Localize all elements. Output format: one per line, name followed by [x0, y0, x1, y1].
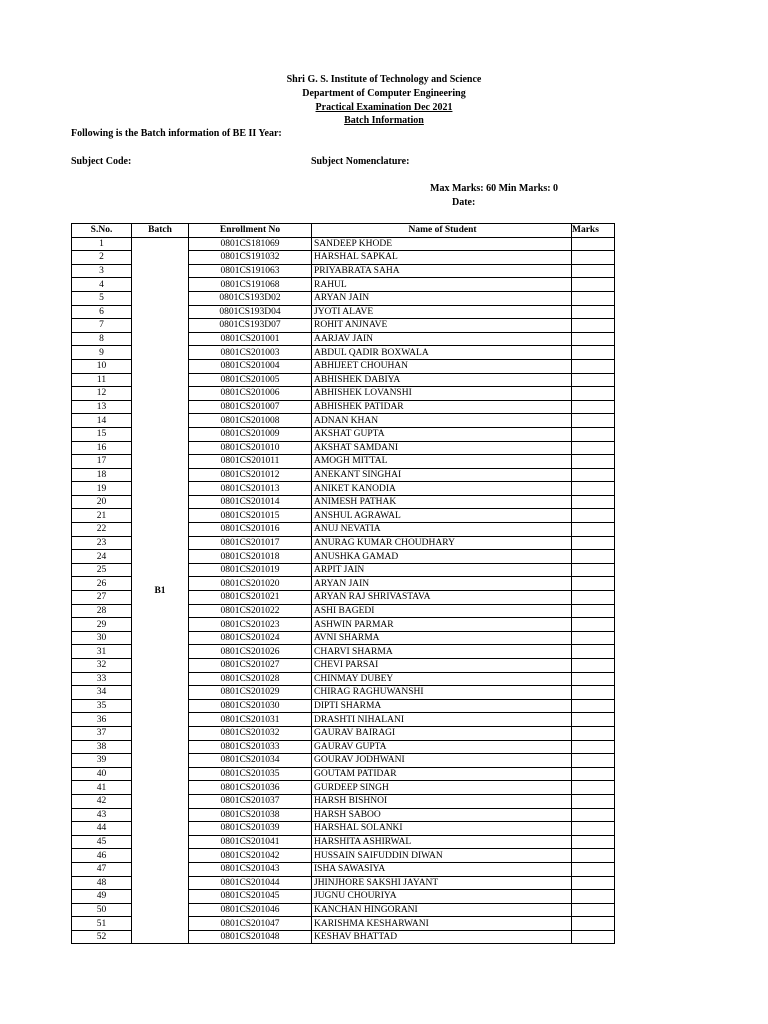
marks-cell[interactable]: [572, 862, 615, 876]
sno-cell: 11: [72, 373, 132, 387]
student-name-cell: AKSHAT GUPTA: [312, 427, 572, 441]
marks-cell[interactable]: [572, 291, 615, 305]
student-name-cell: ANUJ NEVATIA: [312, 523, 572, 537]
sno-cell: 17: [72, 455, 132, 469]
enrollment-cell: 0801CS201047: [189, 917, 312, 931]
enrollment-cell: 0801CS191063: [189, 264, 312, 278]
sno-cell: 19: [72, 482, 132, 496]
date-label: Date:: [452, 197, 476, 208]
marks-cell[interactable]: [572, 523, 615, 537]
student-name-cell: HARSH SABOO: [312, 808, 572, 822]
intro-text: Following is the Batch information of BE II Year:: [71, 128, 282, 139]
enrollment-cell: 0801CS201018: [189, 550, 312, 564]
marks-cell[interactable]: [572, 264, 615, 278]
student-name-cell: ABHISHEK PATIDAR: [312, 400, 572, 414]
sno-cell: 51: [72, 917, 132, 931]
student-name-cell: DIPTI SHARMA: [312, 699, 572, 713]
col-sno-header: S.No.: [72, 224, 132, 238]
enrollment-cell: 0801CS201019: [189, 563, 312, 577]
subject-nomenclature-label: Subject Nomenclature:: [311, 156, 410, 167]
sno-cell: 20: [72, 495, 132, 509]
sno-cell: 42: [72, 794, 132, 808]
sno-cell: 47: [72, 862, 132, 876]
max-min-marks: Max Marks: 60 Min Marks: 0: [430, 183, 559, 194]
student-name-cell: ABHIJEET CHOUHAN: [312, 359, 572, 373]
marks-cell[interactable]: [572, 876, 615, 890]
enrollment-cell: 0801CS201012: [189, 468, 312, 482]
sno-cell: 39: [72, 754, 132, 768]
enrollment-cell: 0801CS201046: [189, 903, 312, 917]
sno-cell: 4: [72, 278, 132, 292]
marks-cell[interactable]: [572, 536, 615, 550]
sno-cell: 36: [72, 713, 132, 727]
table-header-row: [72, 224, 615, 238]
col-enrollment-header: Enrollment No: [189, 224, 312, 238]
marks-cell[interactable]: [572, 319, 615, 333]
student-name-cell: ASHWIN PARMAR: [312, 618, 572, 632]
student-name-cell: SANDEEP KHODE: [312, 237, 572, 251]
sno-cell: 21: [72, 509, 132, 523]
enrollment-cell: 0801CS201009: [189, 427, 312, 441]
enrollment-cell: 0801CS201023: [189, 618, 312, 632]
enrollment-cell: 0801CS201003: [189, 346, 312, 360]
student-name-cell: AMOGH MITTAL: [312, 455, 572, 469]
marks-cell[interactable]: [572, 659, 615, 673]
student-name-cell: ANURAG KUMAR CHOUDHARY: [312, 536, 572, 550]
marks-cell[interactable]: [572, 495, 615, 509]
sno-cell: 40: [72, 767, 132, 781]
student-name-cell: ARYAN JAIN: [312, 577, 572, 591]
enrollment-cell: 0801CS193D02: [189, 291, 312, 305]
sno-cell: 23: [72, 536, 132, 550]
enrollment-cell: 0801CS201024: [189, 631, 312, 645]
sno-cell: 46: [72, 849, 132, 863]
sno-cell: 2: [72, 251, 132, 265]
sno-cell: 33: [72, 672, 132, 686]
sno-cell: 49: [72, 890, 132, 904]
col-marks-header: Marks: [572, 224, 615, 238]
sno-cell: 38: [72, 740, 132, 754]
enrollment-cell: 0801CS201015: [189, 509, 312, 523]
sno-cell: 1: [72, 237, 132, 251]
student-name-cell: KANCHAN HINGORANI: [312, 903, 572, 917]
marks-cell[interactable]: [572, 414, 615, 428]
marks-cell[interactable]: [572, 618, 615, 632]
student-name-cell: CHIRAG RAGHUWANSHI: [312, 686, 572, 700]
enrollment-cell: 0801CS201030: [189, 699, 312, 713]
enrollment-cell: 0801CS201005: [189, 373, 312, 387]
student-name-cell: JUGNU CHOURIYA: [312, 890, 572, 904]
sno-cell: 18: [72, 468, 132, 482]
marks-cell[interactable]: [572, 794, 615, 808]
marks-cell[interactable]: [572, 563, 615, 577]
section-title: Batch Information: [344, 115, 424, 126]
col-name-header: Name of Student: [312, 224, 572, 238]
student-name-cell: ROHIT ANJNAVE: [312, 319, 572, 333]
sno-cell: 34: [72, 686, 132, 700]
enrollment-cell: 0801CS201036: [189, 781, 312, 795]
enrollment-cell: 0801CS201042: [189, 849, 312, 863]
enrollment-cell: 0801CS201011: [189, 455, 312, 469]
sno-cell: 3: [72, 264, 132, 278]
enrollment-cell: 0801CS201001: [189, 332, 312, 346]
marks-cell[interactable]: [572, 346, 615, 360]
enrollment-cell: 0801CS201026: [189, 645, 312, 659]
subject-code-label: Subject Code:: [71, 156, 132, 167]
student-name-cell: JYOTI ALAVE: [312, 305, 572, 319]
student-name-cell: ANSHUL AGRAWAL: [312, 509, 572, 523]
enrollment-cell: 0801CS201045: [189, 890, 312, 904]
marks-cell[interactable]: [572, 631, 615, 645]
marks-cell[interactable]: [572, 251, 615, 265]
sno-cell: 41: [72, 781, 132, 795]
student-name-cell: ARPIT JAIN: [312, 563, 572, 577]
sno-cell: 27: [72, 591, 132, 605]
marks-cell[interactable]: [572, 278, 615, 292]
enrollment-cell: 0801CS191032: [189, 251, 312, 265]
enrollment-cell: 0801CS193D04: [189, 305, 312, 319]
marks-cell[interactable]: [572, 645, 615, 659]
marks-cell[interactable]: [572, 591, 615, 605]
sno-cell: 8: [72, 332, 132, 346]
student-name-cell: CHEVI PARSAI: [312, 659, 572, 673]
marks-cell[interactable]: [572, 441, 615, 455]
enrollment-cell: 0801CS201027: [189, 659, 312, 673]
marks-cell[interactable]: [572, 726, 615, 740]
sno-cell: 32: [72, 659, 132, 673]
enrollment-cell: 0801CS201004: [189, 359, 312, 373]
enrollment-cell: 0801CS201048: [189, 930, 312, 944]
sno-cell: 48: [72, 876, 132, 890]
student-name-cell: HARSH BISHNOI: [312, 794, 572, 808]
sno-cell: 16: [72, 441, 132, 455]
sno-cell: 14: [72, 414, 132, 428]
sno-cell: 10: [72, 359, 132, 373]
marks-cell[interactable]: [572, 754, 615, 768]
marks-cell[interactable]: [572, 890, 615, 904]
marks-cell[interactable]: [572, 835, 615, 849]
sno-cell: 5: [72, 291, 132, 305]
student-name-cell: DRASHTI NIHALANI: [312, 713, 572, 727]
marks-cell[interactable]: [572, 672, 615, 686]
sno-cell: 52: [72, 930, 132, 944]
marks-cell[interactable]: [572, 767, 615, 781]
enrollment-cell: 0801CS201041: [189, 835, 312, 849]
marks-cell[interactable]: [572, 713, 615, 727]
enrollment-cell: 0801CS181069: [189, 237, 312, 251]
enrollment-cell: 0801CS201034: [189, 754, 312, 768]
student-name-cell: ADNAN KHAN: [312, 414, 572, 428]
sno-cell: 31: [72, 645, 132, 659]
sno-cell: 28: [72, 604, 132, 618]
student-name-cell: ABDUL QADIR BOXWALA: [312, 346, 572, 360]
marks-cell[interactable]: [572, 455, 615, 469]
student-name-cell: CHARVI SHARMA: [312, 645, 572, 659]
enrollment-cell: 0801CS201029: [189, 686, 312, 700]
enrollment-cell: 0801CS201038: [189, 808, 312, 822]
department-name: Department of Computer Engineering: [302, 88, 466, 99]
batch-cell: B1: [132, 237, 189, 944]
sno-cell: 50: [72, 903, 132, 917]
enrollment-cell: 0801CS201022: [189, 604, 312, 618]
student-name-cell: AKSHAT SAMDANI: [312, 441, 572, 455]
marks-cell[interactable]: [572, 930, 615, 944]
enrollment-cell: 0801CS201020: [189, 577, 312, 591]
marks-cell[interactable]: [572, 550, 615, 564]
marks-cell[interactable]: [572, 740, 615, 754]
student-name-cell: ABHISHEK LOVANSHI: [312, 387, 572, 401]
sno-cell: 12: [72, 387, 132, 401]
student-name-cell: GOURAV JODHWANI: [312, 754, 572, 768]
marks-cell[interactable]: [572, 427, 615, 441]
student-name-cell: ARYAN JAIN: [312, 291, 572, 305]
marks-cell[interactable]: [572, 468, 615, 482]
sno-cell: 13: [72, 400, 132, 414]
marks-cell[interactable]: [572, 400, 615, 414]
enrollment-cell: 0801CS201039: [189, 822, 312, 836]
marks-cell[interactable]: [572, 849, 615, 863]
student-name-cell: KESHAV BHATTAD: [312, 930, 572, 944]
student-name-cell: HARSHITA ASHIRWAL: [312, 835, 572, 849]
student-name-cell: ARYAN RAJ SHRIVASTAVA: [312, 591, 572, 605]
marks-cell[interactable]: [572, 577, 615, 591]
enrollment-cell: 0801CS201031: [189, 713, 312, 727]
sno-cell: 6: [72, 305, 132, 319]
marks-cell[interactable]: [572, 917, 615, 931]
sno-cell: 25: [72, 563, 132, 577]
student-name-cell: CHINMAY DUBEY: [312, 672, 572, 686]
marks-cell[interactable]: [572, 237, 615, 251]
enrollment-cell: 0801CS201008: [189, 414, 312, 428]
student-name-cell: PRIYABRATA SAHA: [312, 264, 572, 278]
marks-cell[interactable]: [572, 686, 615, 700]
student-name-cell: AVNI SHARMA: [312, 631, 572, 645]
enrollment-cell: 0801CS191068: [189, 278, 312, 292]
exam-title: Practical Examination Dec 2021: [315, 102, 453, 113]
student-name-cell: ASHI BAGEDI: [312, 604, 572, 618]
marks-cell[interactable]: [572, 359, 615, 373]
sno-cell: 45: [72, 835, 132, 849]
enrollment-cell: 0801CS193D07: [189, 319, 312, 333]
student-name-cell: ABHISHEK DABIYA: [312, 373, 572, 387]
sno-cell: 24: [72, 550, 132, 564]
col-batch-header: Batch: [132, 224, 189, 238]
batch-table: [71, 223, 615, 944]
student-name-cell: JHINJHORE SAKSHI JAYANT: [312, 876, 572, 890]
marks-cell[interactable]: [572, 808, 615, 822]
enrollment-cell: 0801CS201037: [189, 794, 312, 808]
student-name-cell: ANIKET KANODIA: [312, 482, 572, 496]
student-name-cell: ANUSHKA GAMAD: [312, 550, 572, 564]
sno-cell: 7: [72, 319, 132, 333]
marks-cell[interactable]: [572, 305, 615, 319]
marks-cell[interactable]: [572, 822, 615, 836]
sno-cell: 9: [72, 346, 132, 360]
enrollment-cell: 0801CS201028: [189, 672, 312, 686]
sno-cell: 44: [72, 822, 132, 836]
student-name-cell: GURDEEP SINGH: [312, 781, 572, 795]
student-name-cell: RAHUL: [312, 278, 572, 292]
sno-cell: 37: [72, 726, 132, 740]
enrollment-cell: 0801CS201013: [189, 482, 312, 496]
student-name-cell: ISHA SAWASIYA: [312, 862, 572, 876]
enrollment-cell: 0801CS201007: [189, 400, 312, 414]
sno-cell: 15: [72, 427, 132, 441]
marks-cell[interactable]: [572, 373, 615, 387]
table-row: [72, 237, 615, 251]
sno-cell: 22: [72, 523, 132, 537]
enrollment-cell: 0801CS201021: [189, 591, 312, 605]
sno-cell: 29: [72, 618, 132, 632]
marks-cell[interactable]: [572, 332, 615, 346]
sno-cell: 26: [72, 577, 132, 591]
enrollment-cell: 0801CS201033: [189, 740, 312, 754]
student-name-cell: GAURAV BAIRAGI: [312, 726, 572, 740]
marks-cell[interactable]: [572, 903, 615, 917]
enrollment-cell: 0801CS201017: [189, 536, 312, 550]
marks-cell[interactable]: [572, 482, 615, 496]
student-name-cell: KARISHMA KESHARWANI: [312, 917, 572, 931]
enrollment-cell: 0801CS201043: [189, 862, 312, 876]
enrollment-cell: 0801CS201032: [189, 726, 312, 740]
student-name-cell: GOUTAM PATIDAR: [312, 767, 572, 781]
student-name-cell: HUSSAIN SAIFUDDIN DIWAN: [312, 849, 572, 863]
enrollment-cell: 0801CS201010: [189, 441, 312, 455]
sno-cell: 30: [72, 631, 132, 645]
marks-cell[interactable]: [572, 387, 615, 401]
enrollment-cell: 0801CS201006: [189, 387, 312, 401]
marks-cell[interactable]: [572, 699, 615, 713]
enrollment-cell: 0801CS201014: [189, 495, 312, 509]
marks-cell[interactable]: [572, 509, 615, 523]
enrollment-cell: 0801CS201016: [189, 523, 312, 537]
student-name-cell: HARSHAL SOLANKI: [312, 822, 572, 836]
enrollment-cell: 0801CS201035: [189, 767, 312, 781]
student-name-cell: AARJAV JAIN: [312, 332, 572, 346]
student-name-cell: ANEKANT SINGHAI: [312, 468, 572, 482]
student-name-cell: HARSHAL SAPKAL: [312, 251, 572, 265]
enrollment-cell: 0801CS201044: [189, 876, 312, 890]
sno-cell: 35: [72, 699, 132, 713]
student-name-cell: GAURAV GUPTA: [312, 740, 572, 754]
institute-name: Shri G. S. Institute of Technology and Science: [286, 74, 482, 85]
sno-cell: 43: [72, 808, 132, 822]
marks-cell[interactable]: [572, 604, 615, 618]
marks-cell[interactable]: [572, 781, 615, 795]
student-name-cell: ANIMESH PATHAK: [312, 495, 572, 509]
